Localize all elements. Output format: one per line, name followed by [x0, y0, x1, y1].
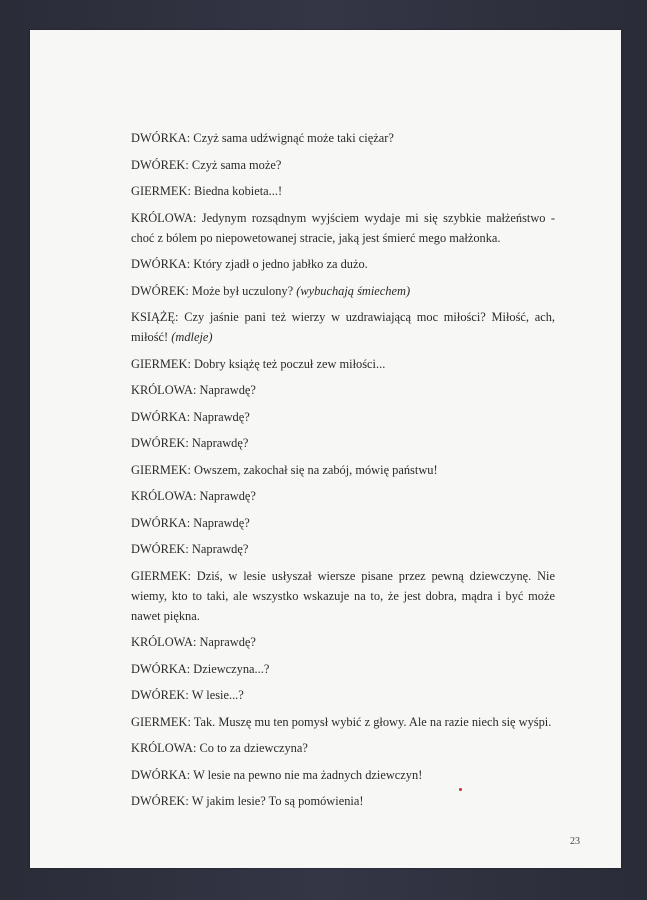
- dialogue-line: [131, 685, 555, 705]
- dialogue-line: [131, 791, 555, 811]
- dialogue-line: [131, 460, 555, 480]
- line-text: Dziewczyna...?: [190, 661, 270, 676]
- line-text: W jakim lesie? To są pomówienia!: [188, 794, 364, 808]
- speaker-name: DWÓREK:: [131, 283, 189, 298]
- speaker-name: KRÓLOWA:: [131, 741, 197, 755]
- line-text: Naprawdę?: [188, 436, 249, 450]
- line-text: Naprawdę?: [196, 383, 256, 397]
- speaker-name: DWÓRKA:: [131, 257, 191, 271]
- speaker-name: DWÓRKA:: [131, 767, 191, 782]
- dialogue-line: [131, 354, 555, 374]
- line-text: Który zjadł o jedno jabłko za dużo.: [190, 257, 368, 271]
- line-text: Czy jaśnie pani też wierzy w uzdrawiającą moc miłości? Miłość, ach, miłość!: [131, 310, 555, 344]
- dialogue-line: [131, 208, 555, 248]
- dialogue-line: [131, 712, 555, 732]
- speaker-name: GIERMEK:: [131, 714, 191, 729]
- line-text: Naprawdę?: [188, 542, 249, 556]
- speaker-name: GIERMEK:: [131, 184, 191, 198]
- dialogue-line: [131, 659, 555, 679]
- speaker-name: GIERMEK:: [131, 462, 191, 477]
- speaker-name: DWÓREK:: [131, 436, 189, 450]
- dialogue-line: [131, 738, 555, 758]
- dialogue-line: [131, 632, 555, 652]
- line-text: Naprawdę?: [196, 489, 256, 503]
- dialogue-line: [131, 539, 555, 559]
- line-text: Może był uczulony?: [188, 283, 297, 298]
- dialogue-line: [131, 433, 555, 453]
- red-speck: [459, 788, 462, 791]
- speaker-name: DWÓRKA:: [131, 515, 191, 530]
- speaker-name: KRÓLOWA:: [131, 489, 197, 503]
- line-text: Tak. Muszę mu ten pomysł wybić z głowy. Ale na razie niech się wyśpi.: [190, 714, 552, 729]
- line-text: Czyż sama udźwignąć może taki ciężar?: [190, 131, 394, 145]
- line-text: Dziś, w lesie usłyszał wiersze pisane przez pewną dziewczynę. Nie wiemy, kto to taki, ale wszystko wskazuje na to, że jest dobra, mądra i być może nawet piękna.: [131, 568, 555, 623]
- dialogue-body: [131, 128, 555, 818]
- dialogue-line: [131, 513, 555, 533]
- speaker-name: KSIĄŻĘ:: [131, 310, 179, 324]
- stage-direction: (wybuchają śmiechem): [296, 283, 411, 298]
- speaker-name: DWÓREK:: [131, 688, 189, 702]
- dialogue-line: [131, 155, 555, 175]
- speaker-name: DWÓREK:: [131, 542, 189, 556]
- page-number: 23: [570, 836, 580, 847]
- speaker-name: DWÓRKA:: [131, 131, 191, 145]
- dialogue-line: [131, 380, 555, 400]
- dialogue-line: [131, 307, 555, 347]
- dialogue-line: [131, 181, 555, 201]
- dialogue-line: [131, 254, 555, 274]
- line-text: Biedna kobieta...!: [190, 184, 283, 198]
- line-text: Dobry książę też poczuł zew miłości...: [190, 356, 386, 371]
- dialogue-line: [131, 128, 555, 148]
- speaker-name: GIERMEK:: [131, 568, 191, 583]
- stage-direction: (mdleje): [171, 330, 213, 344]
- line-text: Co to za dziewczyna?: [196, 741, 308, 755]
- dialogue-line: [131, 566, 555, 626]
- speaker-name: DWÓRKA:: [131, 409, 191, 424]
- dialogue-line: [131, 407, 555, 427]
- document-page: [30, 30, 621, 868]
- line-text: Czyż sama może?: [188, 157, 282, 172]
- speaker-name: GIERMEK:: [131, 356, 191, 371]
- line-text: Jedynym rozsądnym wyjściem wydaje mi się szybkie małżeństwo - choć z bólem po niepowetowanej stracie, jaką jest śmierć mego małżonka.: [131, 210, 555, 245]
- line-text: Owszem, zakochał się na zabój, mówię państwu!: [190, 462, 438, 477]
- dialogue-line: [131, 486, 555, 506]
- line-text: Naprawdę?: [190, 409, 250, 424]
- line-text: W lesie na pewno nie ma żadnych dziewczyn!: [190, 767, 423, 782]
- speaker-name: DWÓRKA:: [131, 661, 191, 676]
- dialogue-line: [131, 281, 555, 301]
- line-text: Naprawdę?: [196, 635, 256, 649]
- speaker-name: KRÓLOWA:: [131, 383, 197, 397]
- speaker-name: KRÓLOWA:: [131, 635, 197, 649]
- line-text: W lesie...?: [188, 688, 244, 702]
- dialogue-line: [131, 765, 555, 785]
- line-text: Naprawdę?: [190, 515, 250, 530]
- speaker-name: KRÓLOWA:: [131, 210, 197, 225]
- speaker-name: DWÓREK:: [131, 157, 189, 172]
- speaker-name: DWÓREK:: [131, 794, 189, 808]
